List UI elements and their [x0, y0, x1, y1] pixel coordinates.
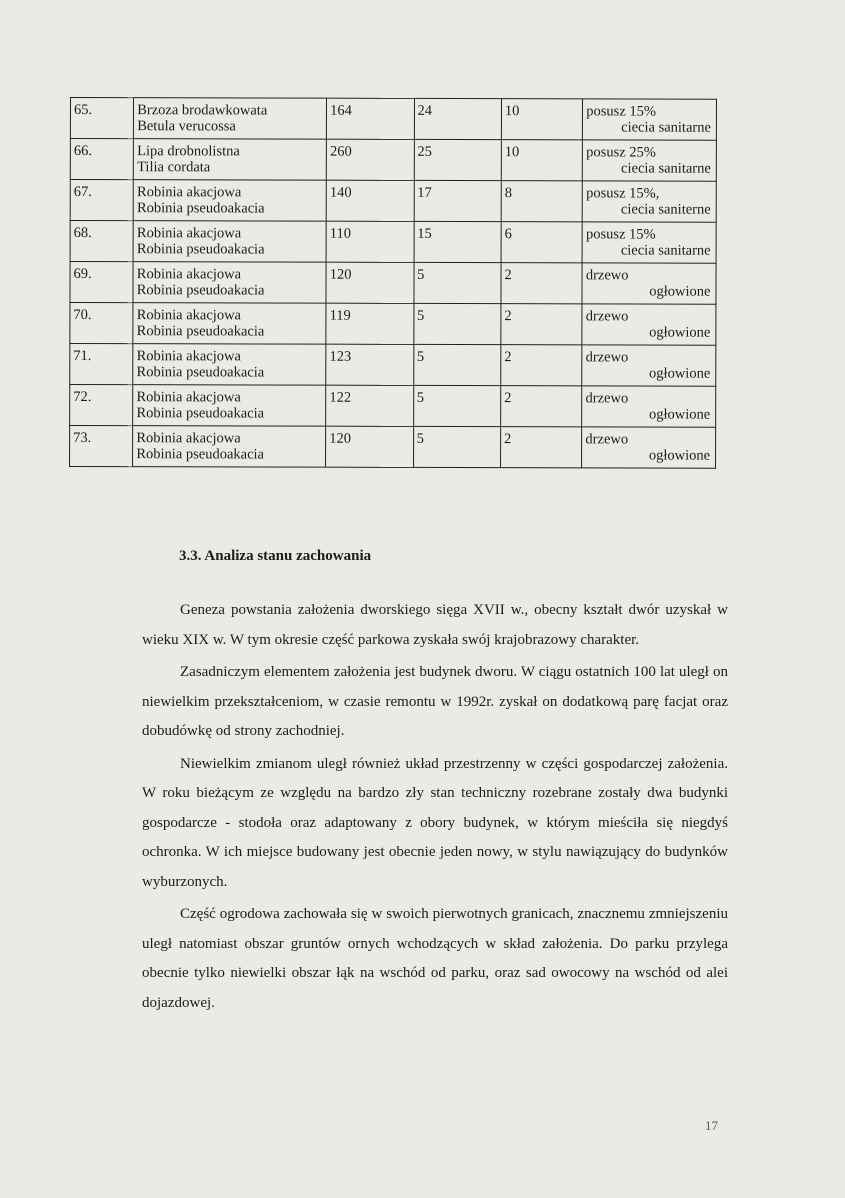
cell-species [133, 180, 326, 222]
species-latin-name: Robinia pseudoakacia [136, 446, 265, 463]
remark-line-2: ogłowione [649, 283, 711, 300]
value-1: 120 [329, 266, 352, 283]
cell-remarks [583, 140, 717, 181]
value-1: 110 [329, 225, 352, 242]
value-1: 260 [330, 143, 352, 160]
table-row [70, 344, 716, 387]
species-latin-name: Robinia pseudoakacia [136, 200, 265, 217]
cell-value-2 [413, 303, 500, 344]
cell-number [70, 303, 133, 344]
row-number: 65. [73, 102, 93, 119]
cell-value-3 [500, 427, 581, 468]
table-row [70, 221, 716, 264]
cell-value-2 [413, 426, 500, 467]
value-3: 10 [504, 144, 520, 161]
cell-number [70, 344, 133, 385]
cell-value-3 [501, 99, 582, 140]
cell-value-1 [326, 426, 413, 467]
value-3: 6 [504, 226, 512, 243]
cell-species [133, 221, 326, 263]
remark-line-2: ogłowione [649, 324, 711, 341]
species-polish-name: Robinia akacjowa [136, 348, 241, 365]
cell-value-1 [326, 344, 413, 385]
cell-species [133, 385, 326, 427]
cell-value-1 [326, 385, 413, 426]
species-polish-name: Robinia akacjowa [137, 184, 242, 201]
cell-value-3 [501, 181, 582, 222]
cell-number [70, 262, 133, 303]
paragraph: Zasadniczym elementem założenia jest budynek dworu. W ciągu ostatnich 100 lat uległ on niewielkim przekształceniom, w czasie remontu w 1992r. zyskał on dodatkową parę facjat oraz dobudówkę od strony zachodniej. [142, 664, 728, 739]
species-polish-name: Robinia akacjowa [136, 430, 241, 447]
row-number: 69. [73, 266, 92, 283]
value-1: 119 [329, 307, 351, 324]
paragraph: Geneza powstania założenia dworskiego sięga XVII w., obecny kształt dwór uzyskał w wieku XIX w. W tym okresie część parkowa zyskała swój krajobrazowy charakter. [142, 602, 728, 648]
species-polish-name: Robinia akacjowa [136, 389, 241, 406]
species-polish-name: Robinia akacjowa [136, 266, 242, 283]
remark-line-2: ciecia sanitarne [620, 242, 711, 259]
remark-line-1: drzewo [585, 349, 629, 366]
cell-number [70, 221, 133, 262]
cell-value-2 [413, 385, 500, 426]
cell-species [133, 262, 326, 304]
row-number: 73. [73, 430, 92, 447]
cell-value-3 [501, 222, 582, 263]
cell-value-1 [326, 139, 413, 180]
remark-line-1: posusz 15% [586, 103, 657, 120]
remark-line-1: drzewo [585, 390, 629, 407]
cell-number [70, 426, 133, 467]
remark-line-2: ciecia sanitarne [621, 160, 711, 177]
value-1: 123 [329, 348, 352, 365]
species-latin-name: Robinia pseudoakacia [136, 323, 265, 340]
table-row [70, 180, 716, 223]
remark-line-1: drzewo [585, 308, 629, 325]
cell-species [134, 139, 327, 181]
row-number: 71. [73, 348, 92, 365]
species-polish-name: Robinia akacjowa [136, 225, 242, 242]
cell-remarks [582, 427, 716, 468]
remark-line-1: drzewo [585, 431, 629, 448]
cell-number [70, 139, 133, 180]
remark-line-2: ciecia saniterne [620, 201, 711, 218]
cell-value-3 [501, 386, 582, 427]
value-3: 2 [504, 390, 512, 407]
species-polish-name: Lipa drobnolistna [137, 143, 240, 160]
species-latin-name: Robinia pseudoakacia [136, 282, 265, 299]
cell-species [133, 344, 326, 386]
remark-line-1: drzewo [585, 267, 629, 284]
table-body [70, 98, 717, 469]
page-number: 17 [705, 1118, 718, 1133]
species-latin-name: Robinia pseudoakacia [136, 405, 265, 422]
cell-number [70, 180, 133, 221]
value-2: 5 [416, 348, 425, 365]
cell-value-3 [501, 345, 582, 386]
cell-species [134, 98, 327, 140]
cell-value-2 [413, 344, 500, 385]
cell-remarks [582, 304, 716, 345]
cell-remarks [583, 181, 717, 222]
section-heading: 3.3. Analiza stanu zachowania [179, 548, 372, 564]
value-1: 120 [329, 430, 352, 447]
row-number: 70. [73, 307, 92, 324]
cell-value-2 [414, 98, 501, 139]
remark-line-1: posusz 25% [586, 144, 656, 161]
table-row [70, 303, 716, 346]
value-2: 15 [417, 225, 432, 242]
cell-value-1 [327, 98, 414, 139]
species-latin-name: Betula verucossa [137, 118, 236, 135]
row-number: 68. [73, 225, 92, 242]
cell-value-2 [414, 221, 501, 262]
cell-value-1 [326, 262, 413, 303]
row-number: 72. [73, 389, 92, 406]
table-row [70, 426, 716, 469]
remark-line-2: ciecia sanitarne [621, 119, 711, 136]
species-latin-name: Tilia cordata [137, 159, 211, 176]
cell-value-1 [326, 221, 413, 262]
paragraph: Niewielkim zmianom uległ również układ przestrzenny w części gospodarczej założenia. W roku bieżącym ze względu na bardzo zły stan techniczny rozebrane zostały dwa budynki gospodarcze - stodoła oraz adaptowany z obory budynek, w którym mieściła się niegdyś ochronka. W ich miejsce budowany jest obecnie jeden nowy, w stylu nawiązujący do budynków wyburzonych. [142, 755, 728, 890]
cell-remarks [582, 263, 716, 304]
remark-line-2: ogłowione [648, 447, 711, 464]
remark-line-1: posusz 15%, [586, 185, 660, 202]
value-3: 2 [504, 349, 512, 366]
cell-value-1 [326, 303, 413, 344]
species-polish-name: Brzoza brodawkowata [137, 102, 268, 119]
value-3: 2 [504, 431, 512, 448]
value-1: 140 [329, 184, 352, 201]
cell-value-1 [326, 180, 413, 221]
value-3: 2 [504, 267, 512, 284]
value-2: 17 [417, 184, 432, 201]
table-row [70, 98, 716, 141]
row-number: 66. [73, 143, 93, 160]
table-row [70, 262, 716, 305]
species-latin-name: Robinia pseudoakacia [136, 241, 265, 258]
remark-line-2: ogłowione [648, 406, 711, 423]
remark-line-2: ogłowione [649, 365, 711, 382]
paragraph: Część ogrodowa zachowała się w swoich pierwotnych granicach, znacznemu zmniejszeniu uległ natomiast obszar gruntów ornych wchodzących w skład założenia. Do parku przylega obecnie tylko niewielki obszar łąk na wschód od parku, oraz sad owocowy na wschód od alei dojazdowej. [142, 906, 728, 1011]
cell-value-3 [501, 304, 582, 345]
remark-line-1: posusz 15% [585, 226, 656, 243]
value-2: 5 [416, 430, 424, 447]
section-body [142, 596, 728, 1021]
cell-remarks [582, 222, 716, 263]
value-2: 5 [416, 389, 425, 406]
cell-number [70, 385, 133, 426]
species-latin-name: Robinia pseudoakacia [136, 364, 265, 381]
cell-remarks [582, 386, 716, 427]
cell-value-2 [414, 262, 501, 303]
tree-inventory-table [69, 97, 717, 469]
cell-value-2 [414, 139, 501, 180]
table-row [70, 385, 716, 428]
cell-species [133, 303, 326, 345]
value-1: 122 [329, 389, 352, 406]
cell-number [70, 98, 133, 139]
cell-value-3 [501, 140, 582, 181]
value-1: 164 [330, 102, 352, 119]
cell-value-2 [414, 180, 501, 221]
cell-remarks [583, 99, 717, 140]
cell-value-3 [501, 263, 582, 304]
value-3: 2 [504, 308, 512, 325]
value-2: 5 [417, 266, 425, 283]
value-3: 10 [504, 103, 520, 120]
value-2: 5 [416, 307, 425, 324]
cell-species [133, 426, 326, 468]
table-row [70, 139, 716, 182]
value-2: 25 [417, 143, 432, 160]
value-3: 8 [504, 185, 512, 202]
value-2: 24 [417, 102, 433, 119]
cell-remarks [582, 345, 716, 386]
row-number: 67. [73, 184, 92, 201]
species-polish-name: Robinia akacjowa [136, 307, 242, 324]
